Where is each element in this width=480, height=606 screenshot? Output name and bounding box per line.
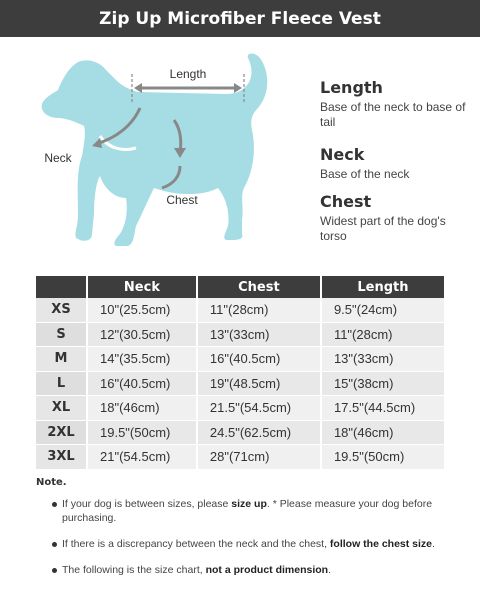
neck-cell: 21"(54.5cm) [86, 445, 196, 470]
header-chest: Chest [196, 276, 320, 298]
neck-text: Base of the neck [320, 167, 410, 181]
note-item-size-up [36, 497, 456, 525]
length-cell: 13"(33cm) [320, 347, 444, 372]
neck-cell: 12"(30.5cm) [86, 323, 196, 348]
neck-description [320, 145, 470, 182]
header-length: Length [320, 276, 444, 298]
note-text: If your dog is between sizes, please [62, 498, 232, 510]
chest-cell: 24.5"(62.5cm) [196, 421, 320, 446]
chest-cell: 11"(28cm) [196, 298, 320, 323]
neck-cell: 10"(25.5cm) [86, 298, 196, 323]
chest-cell: 28"(71cm) [196, 445, 320, 470]
size-cell: XL [36, 396, 86, 421]
note-item-chest-size [36, 537, 456, 551]
chest-diagram-label: Chest [166, 193, 198, 207]
neck-title: Neck [320, 145, 365, 164]
length-cell: 17.5"(44.5cm) [320, 396, 444, 421]
note-emphasis: size up [231, 498, 267, 510]
note-emphasis: follow the chest size [329, 538, 433, 550]
page-title: Zip Up Microfiber Fleece Vest [0, 0, 480, 37]
neck-cell: 14"(35.5cm) [86, 347, 196, 372]
header-size [36, 276, 86, 298]
size-cell: XS [36, 298, 86, 323]
table-row [36, 421, 444, 446]
note-text: . [328, 564, 331, 576]
length-cell: 15"(38cm) [320, 372, 444, 397]
notes-title: Note. [36, 477, 67, 488]
header-neck: Neck [86, 276, 196, 298]
chest-text: Widest part of the dog's torso [320, 214, 446, 243]
table-header-row [36, 276, 444, 298]
length-cell: 19.5"(50cm) [320, 445, 444, 470]
size-cell: M [36, 347, 86, 372]
chest-cell: 16"(40.5cm) [196, 347, 320, 372]
length-text: Base of the neck to base of tail [320, 100, 466, 129]
length-cell: 18"(46cm) [320, 421, 444, 446]
bullet-icon [52, 502, 57, 507]
chest-cell: 19"(48.5cm) [196, 372, 320, 397]
notes-section [36, 477, 456, 577]
chest-title: Chest [320, 192, 372, 211]
size-cell: S [36, 323, 86, 348]
note-item-size-chart [36, 563, 456, 577]
size-cell: 2XL [36, 421, 86, 446]
note-emphasis: not a product dimension [205, 564, 329, 576]
neck-cell: 18"(46cm) [86, 396, 196, 421]
size-chart-table [36, 276, 444, 470]
length-description [320, 78, 470, 130]
neck-cell: 16"(40.5cm) [86, 372, 196, 397]
table-row [36, 372, 444, 397]
table-row [36, 298, 444, 323]
dog-diagram-svg [30, 48, 290, 268]
chest-cell: 13"(33cm) [196, 323, 320, 348]
length-diagram-label: Length [169, 67, 207, 81]
table-row [36, 347, 444, 372]
size-cell: 3XL [36, 445, 86, 470]
note-text: If there is a discrepancy between the neck and the chest, [62, 538, 330, 550]
table-row [36, 396, 444, 421]
size-cell: L [36, 372, 86, 397]
length-title: Length [320, 78, 383, 97]
dog-silhouette [42, 53, 268, 246]
bullet-icon [52, 568, 57, 573]
neck-cell: 19.5"(50cm) [86, 421, 196, 446]
note-text: The following is the size chart, [62, 564, 206, 576]
table-row [36, 323, 444, 348]
chest-description [320, 192, 470, 244]
note-text: . * Please measure your dog before purchasing. [62, 498, 433, 524]
chest-cell: 21.5"(54.5cm) [196, 396, 320, 421]
length-cell: 9.5"(24cm) [320, 298, 444, 323]
bullet-icon [52, 542, 57, 547]
length-cell: 11"(28cm) [320, 323, 444, 348]
dog-measurement-diagram [30, 48, 290, 268]
table-row [36, 445, 444, 470]
neck-diagram-label: Neck [44, 151, 72, 165]
note-text: . [432, 538, 435, 550]
